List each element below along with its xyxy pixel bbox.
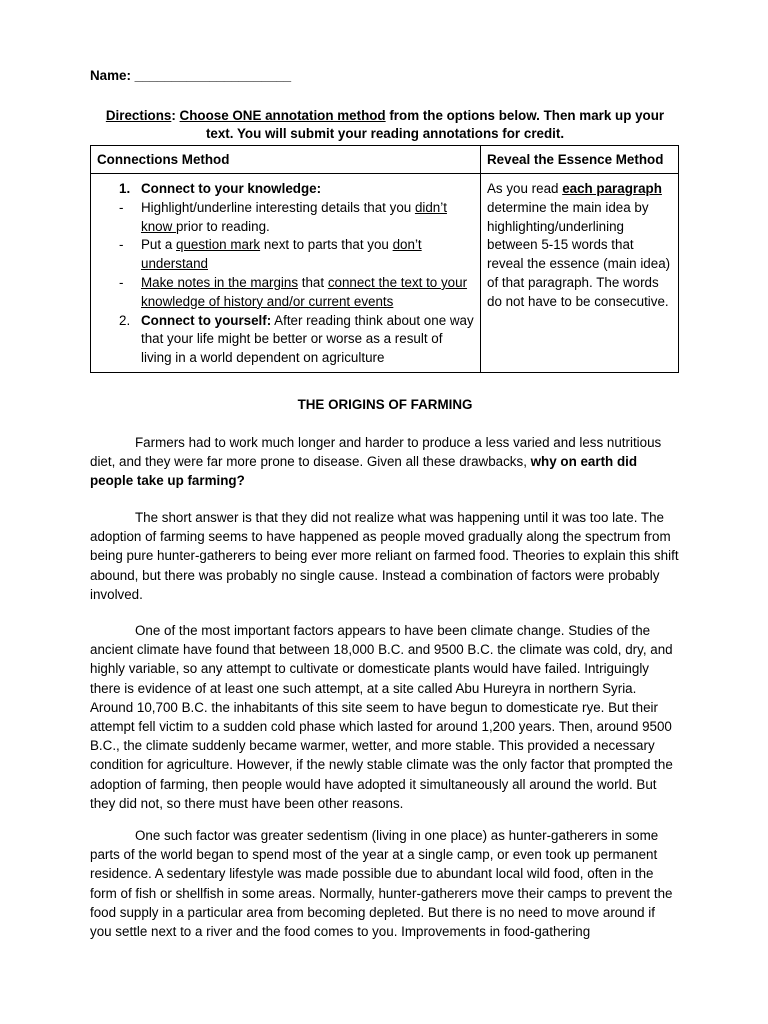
paragraph-question: why on earth did people take up farming? xyxy=(90,454,638,489)
directions-method-phrase: Choose ONE annotation method xyxy=(179,108,386,123)
name-label: Name: xyxy=(90,68,131,83)
item-title: Connect to your knowledge: xyxy=(141,181,322,196)
essence-text: As you read xyxy=(487,181,563,196)
directions xyxy=(90,107,680,143)
reveal-essence-cell xyxy=(481,174,679,373)
annotation-methods-table xyxy=(90,145,679,373)
list-item xyxy=(97,180,474,199)
connections-method-header: Connections Method xyxy=(91,146,481,174)
paragraph-3: One of the most important factors appears to have been climate change. Studies of the ancient climate have found that between 18,000 B.C. and 9500 B.C. the climate was cold, dry, and highly variable, so any attempt to cultivate or domesticate plants would have failed. Intriguingly there is evidence of at least one such attempt, at a site called Abu Hureyra in northern Syria. Around 10,700 B.C. the inhabitants of this site seem to have begun to domesticate rye. But their attempt fell victim to a sudden cold phase which lasted for around 1,200 years. Then, around 9500 B.C., the climate suddenly became warmer, wetter, and more stable. This provided a necessary condition for agriculture. However, if the newly stable climate was the only factor that prompted the adoption of farming, then people would have adopted it simultaneously all around the world. But they did not, so there must have been other reasons. xyxy=(90,623,673,811)
directions-rest-line1: from the options below. Then mark up your xyxy=(385,108,665,123)
directions-label: Directions xyxy=(105,108,172,123)
item-number: 2. xyxy=(119,312,131,328)
bullet-underlined-text: question mark xyxy=(176,237,261,253)
bullet-underlined-text: don’t understand xyxy=(141,237,422,272)
essence-text: determine the main idea by highlighting/underlining between 5-15 words that reveal the essence (main idea) of that paragraph. The words do not have to be consecutive. xyxy=(487,199,671,309)
item-title: Connect to yourself: xyxy=(141,312,272,328)
essence-emphasis: each paragraph xyxy=(562,181,662,196)
paragraph-4: One such factor was greater sedentism (living in one place) as hunter-gatherers in some parts of the world began to spend most of the year at a single camp, or even took up permanent residence. A sedentary lifestyle was made possible due to abundant local wild food, often in the form of fish or shellfish in some areas. Normally, hunter-gatherers move their camps to prevent the food supply in a particular area from becoming depleted. But there is no need to move around if you settle next to a river and the food comes to you. Improvements in food-gathering xyxy=(90,828,673,940)
name-field xyxy=(90,68,291,83)
bullet-text: that xyxy=(298,274,328,290)
reveal-essence-header: Reveal the Essence Method xyxy=(481,146,679,174)
table-body-row xyxy=(91,174,679,373)
list-item xyxy=(97,312,474,368)
list-item xyxy=(97,274,474,312)
paragraph-1 xyxy=(90,433,680,491)
item-number: 1. xyxy=(119,181,131,196)
name-blank: _____________________ xyxy=(134,68,292,83)
bullet-dash: - xyxy=(119,237,124,253)
table-header-row xyxy=(91,146,679,174)
bullet-text: Put a xyxy=(141,237,176,253)
bullet-underlined-text: Make notes in the margins xyxy=(141,274,299,290)
bullet-underlined-text: connect the text to your knowledge of history and/or current events xyxy=(141,274,468,309)
bullet-dash: - xyxy=(119,274,124,290)
bullet-underlined-text: didn’t know xyxy=(141,199,447,234)
directions-rest-line2: text. You will submit your reading annotations for credit. xyxy=(205,126,565,141)
paragraph-2: The short answer is that they did not realize what was happening until it was too late. The adoption of farming seems to have happened as people moved gradually along the spectrum from being pure hunter-gatherers to being ever more reliant on farmed food. Theories to explain this shift abound, but there was probably no single cause. Instead a combination of factors were probably involved. xyxy=(90,510,679,602)
list-item xyxy=(97,199,474,237)
paragraph-text: Farmers had to work much longer and harder to produce a less varied and less nutritious diet, and they were far more prone to disease. Given all these drawbacks, xyxy=(90,435,662,470)
directions-colon: : xyxy=(171,108,176,123)
bullet-dash: - xyxy=(119,199,124,215)
article-title: THE ORIGINS OF FARMING xyxy=(297,397,473,412)
list-item xyxy=(97,236,474,274)
bullet-text: next to parts that you xyxy=(260,237,393,253)
item-text: After reading think about one way that your life might be better or worse as a result of living in a world dependent on agriculture xyxy=(141,312,474,366)
bullet-text: prior to reading. xyxy=(175,218,270,234)
connections-method-cell xyxy=(91,174,481,373)
bullet-text: Highlight/underline interesting details that you xyxy=(141,199,415,215)
